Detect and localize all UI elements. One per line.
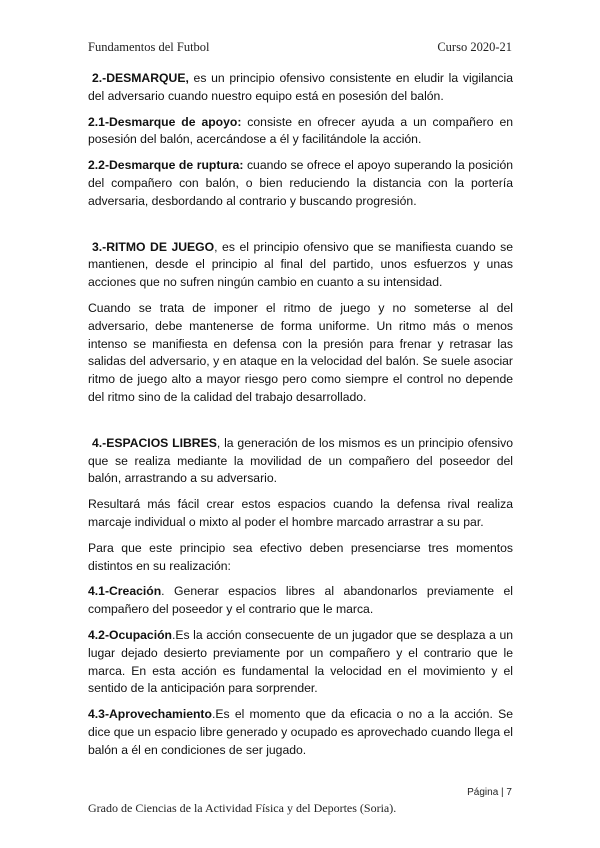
text-desmarque-apoyo: consiste en ofrecer ayuda a un compañero en posesión del balón, acercándose a él y facilitándole la acción. bbox=[88, 114, 513, 147]
paragraph-espacios-libres-2: Resultará más fácil crear estos espacios cuando la defensa rival realiza marcaje individual o mixto al poder el hombre marcado arrastrar a su par. bbox=[88, 497, 513, 529]
text-creacion: . Generar espacios libres al abandonarlos previamente el compañero del poseedor y el contrario que le marca. bbox=[88, 584, 513, 617]
header-course-year: Curso 2020-21 bbox=[437, 40, 512, 54]
paragraph-creacion bbox=[88, 583, 513, 619]
paragraph-desmarque-ruptura bbox=[88, 157, 513, 210]
page-number: Página | 7 bbox=[467, 787, 512, 798]
paragraph-espacios-libres-3: Para que este principio sea efectivo deben presenciarse tres momentos distintos en su realización: bbox=[88, 540, 513, 573]
heading-espacios-libres: 4.-ESPACIOS LIBRES bbox=[92, 435, 217, 450]
paragraph-desmarque-apoyo bbox=[88, 114, 513, 150]
paragraph-espacios-libres bbox=[88, 435, 513, 488]
heading-desmarque-ruptura: 2.2-Desmarque de ruptura: bbox=[88, 158, 244, 173]
paragraph-ritmo-juego bbox=[88, 239, 513, 292]
heading-desmarque-apoyo: 2.1-Desmarque de apoyo: bbox=[88, 114, 242, 129]
text-desmarque-ruptura: cuando se ofrece el apoyo superando la posición del compañero con balón, o bien reduciendo la distancia con la portería adversaria, desbordando al contrario y buscando progresión. bbox=[88, 158, 514, 208]
paragraph-ocupacion bbox=[88, 627, 513, 698]
text-aprovechamiento: .Es el momento que da eficacia o no a la acción. Se dice que un espacio libre generado y ocupado es aprovechado cuando llega el balón a él en condiciones de ser jugado. bbox=[88, 707, 513, 757]
heading-ritmo-juego: 3.-RITMO DE JUEGO bbox=[92, 239, 215, 254]
header-course-title: Fundamentos del Futbol bbox=[88, 40, 210, 54]
document-body bbox=[88, 70, 513, 760]
heading-desmarque: 2.-DESMARQUE, bbox=[92, 71, 189, 85]
text-ocupacion: .Es la acción consecuente de un jugador que se desplaza a un lugar dejado desierto previamente por un compañero y el contrario que le marca. En esta acción es fundamental la velocidad en el movimiento y el sentido de la anticipación para sorprender. bbox=[88, 627, 513, 696]
text-espacios-libres: , la generación de los mismos es un principio ofensivo que se realiza mediante la movilidad de un compañero del poseedor del balón, arrastrando a su adversario. bbox=[88, 435, 513, 486]
paragraph-desmarque bbox=[88, 70, 513, 106]
footer-degree-text: Grado de Ciencias de la Actividad Física y del Deportes (Soria). bbox=[88, 801, 397, 815]
paragraph-aprovechamiento bbox=[88, 706, 513, 759]
page-header bbox=[88, 40, 512, 58]
heading-creacion: 4.1-Creación bbox=[88, 584, 162, 599]
heading-ocupacion: 4.2-Ocupación bbox=[88, 627, 172, 642]
heading-aprovechamiento: 4.3-Aprovechamiento bbox=[88, 707, 212, 722]
text-ritmo-juego: , es el principio ofensivo que se manifiesta cuando se mantienen, desde el principio al final del partido, unos esfuerzos y unas acciones que no sufren ningún cambio en cuanto a su intensidad. bbox=[88, 239, 514, 290]
text-desmarque: es un principio ofensivo consistente en eludir la vigilancia del adversario cuando nuestro equipo está en posesión del balón. bbox=[88, 71, 513, 103]
paragraph-ritmo-juego-2: Cuando se trata de imponer el ritmo de juego y no someterse al del adversario, debe mantenerse de forma uniforme. Un ritmo más o menos intenso se manifiesta en defensa con la presión para frenar y retrasar las salidas del adversario, y en ataque en la velocidad del balón. Se suele asociar ritmo de juego alto a mayor riesgo pero como siempre el control no depende del ritmo sino de la calidad del trabajo desarrollado. bbox=[88, 300, 513, 404]
